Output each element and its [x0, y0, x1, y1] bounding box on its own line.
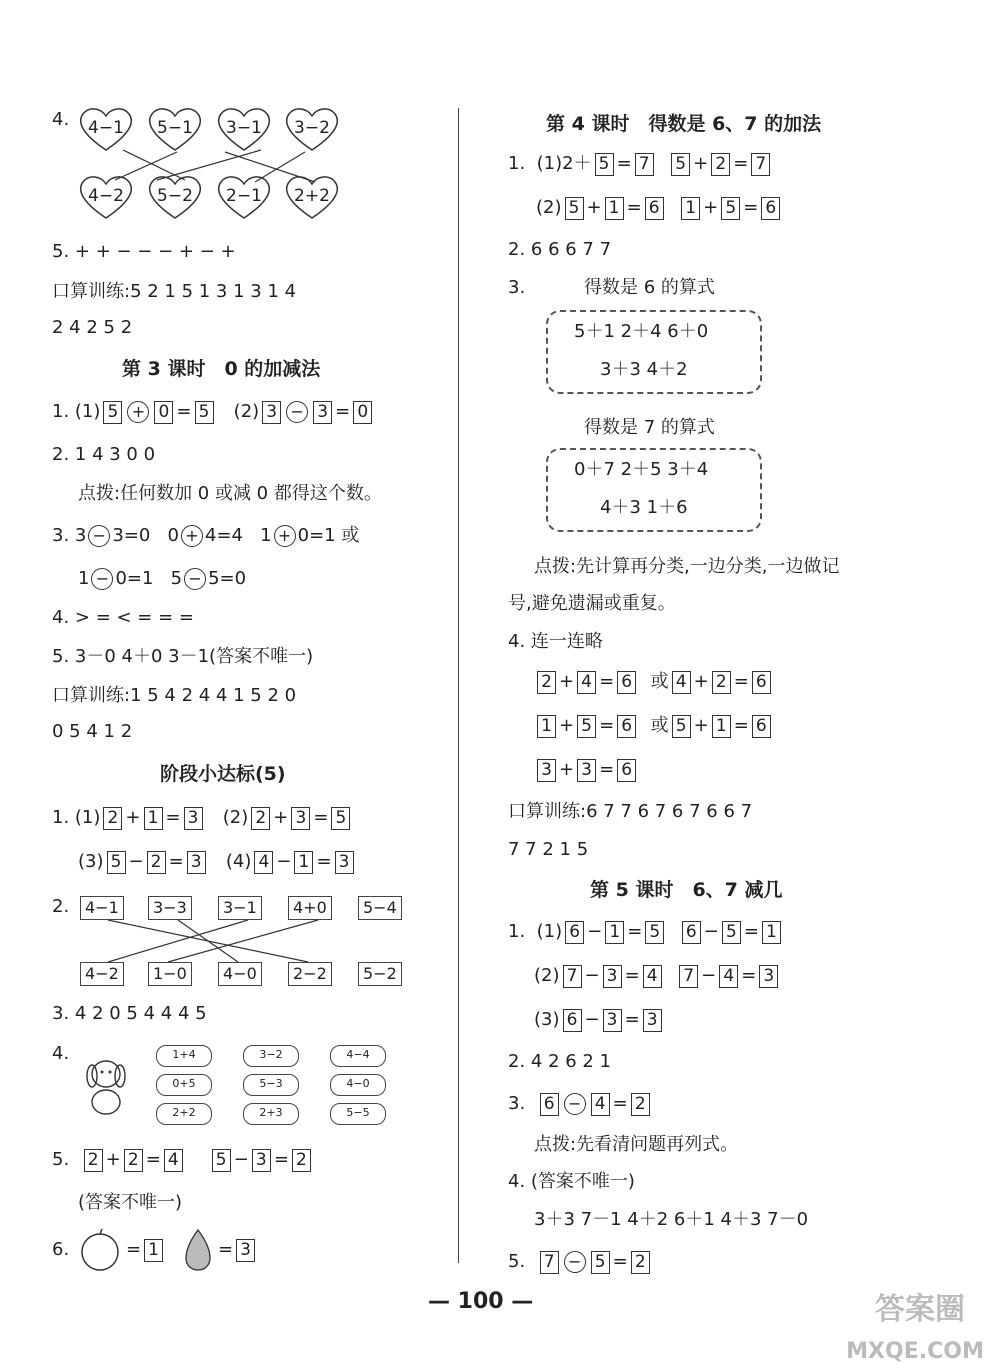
note: (答案不唯一) [78, 1192, 183, 1213]
heart-shape [283, 172, 341, 220]
question-label: 2. [52, 896, 70, 917]
section-title: 第 5 课时 6、7 减几 [590, 879, 783, 901]
answer-line: 3＋3 7－1 4＋2 6＋1 4＋3 7－0 [534, 1209, 809, 1230]
answer-line: 3. 4 2 0 5 4 4 4 5 [52, 1003, 207, 1024]
answer-line: 1. (1) 2 + 1 = 3 (2) 2 + 3 = 5 [52, 806, 353, 830]
answer-line: 2. 6 6 6 7 7 [508, 239, 612, 260]
answer-box: 3 [603, 965, 622, 988]
answer-box: 1 [712, 715, 731, 738]
answer-box: 0 [154, 401, 173, 424]
bone-shape: 3−2 [243, 1045, 299, 1067]
op: − [276, 851, 292, 872]
question-label: 1. [508, 153, 526, 174]
answer-box: 3 [291, 807, 310, 830]
answer-box: 7 [679, 965, 698, 988]
pear-icon [180, 1226, 216, 1272]
match-lines [78, 918, 418, 966]
heart-label: 3−2 [294, 118, 330, 138]
answer-box: 6 [617, 671, 636, 694]
answer-line: 4. > = < = = = [52, 607, 194, 628]
answer-box: 3 [537, 759, 556, 782]
bone-shape: 1+4 [156, 1045, 212, 1067]
op: + [105, 1149, 121, 1170]
answer-box: 4 [164, 1149, 183, 1172]
bone-shape: 0+5 [156, 1074, 212, 1096]
op: + [125, 807, 141, 828]
apple-icon [76, 1228, 126, 1272]
answer-box: 5 [577, 715, 596, 738]
operator-circle: + [127, 401, 149, 423]
operator-circle: − [286, 401, 308, 423]
question-label: 5. [52, 1149, 70, 1170]
operator-circle: + [181, 525, 203, 547]
answer-box: 5 [591, 1251, 610, 1274]
answer-box: 7 [540, 1251, 559, 1274]
tag-label: 4−2 [80, 962, 124, 986]
answer-line: 4. (答案不唯一) [508, 1171, 635, 1192]
box-line: 5＋1 2＋4 6＋0 [574, 321, 709, 342]
answer-line: = 3 [218, 1238, 258, 1262]
question-label: (4) [225, 851, 252, 872]
answer-box: 4 [577, 671, 596, 694]
answer-line [52, 524, 359, 548]
answer-box: 2 [631, 1251, 650, 1274]
heart-label: 2+2 [294, 186, 330, 206]
answer-line: 4. 连一连略 [508, 631, 603, 652]
answer-box: 5 [672, 715, 691, 738]
answer-box: 1 [605, 197, 624, 220]
answer-box: 3 [184, 807, 203, 830]
answer-box: 6 [752, 671, 771, 694]
answer-box: 5 [212, 1149, 231, 1172]
question-label: 5. [508, 1251, 526, 1272]
tip: 点拨:先计算再分类,一边分类,一边做记 [534, 556, 840, 577]
answer-line: 2. 1 4 3 0 0 [52, 444, 156, 465]
question-label: 1. (1) [52, 401, 101, 422]
tag-label: 1−0 [148, 962, 192, 986]
answer-box: 2 [292, 1149, 311, 1172]
answer-box: 7 [635, 153, 654, 176]
answer-box: 2 [251, 807, 270, 830]
question-label: (3) [78, 851, 104, 872]
answer-line: 1. (1) 6 − 1 = 5 6 − 5 = 1 [508, 920, 784, 944]
answer-box: 1 [294, 851, 313, 874]
operator-circle: − [564, 1093, 586, 1115]
question-label: 6. [52, 1239, 70, 1260]
answer-box: 3 [643, 1009, 662, 1032]
answer-box: 2 [537, 671, 556, 694]
answer-box: 6 [617, 759, 636, 782]
answer-box: 5 [722, 921, 741, 944]
answer-box: 1 [605, 921, 624, 944]
tag-label: 2−2 [288, 962, 332, 986]
column-divider [458, 108, 459, 1263]
answer-line: 5. 7 − 5 = 2 [508, 1250, 653, 1274]
question-label: (2) [233, 401, 260, 422]
answer-box: 7 [563, 965, 582, 988]
answer-box: 3 [252, 1149, 271, 1172]
or-label: 或 [650, 671, 669, 692]
group-title: 得数是 6 的算式 [584, 277, 715, 298]
answer-box: 6 [617, 715, 636, 738]
answer-box: 5 [331, 807, 350, 830]
mental-training-cont: 2 4 2 5 2 [52, 317, 133, 338]
answer-box: 4 [672, 671, 691, 694]
answer-box: 1 [144, 1239, 163, 1262]
heart-label: 5−2 [157, 186, 193, 206]
tip: 点拨:先看清问题再列式。 [534, 1134, 739, 1155]
answer-line: 1. (1)2＋ 5 = 7 5 + 2 = 7 [508, 152, 773, 176]
question-label: 4. [52, 1043, 70, 1064]
answer-box: 4 [254, 851, 273, 874]
heart-label: 2−1 [226, 186, 262, 206]
operator-circle: − [184, 568, 206, 590]
answer-box: 6 [682, 921, 701, 944]
answer-box: 5 [565, 197, 584, 220]
num: 1 [260, 525, 272, 546]
answer-box: 5 [195, 401, 214, 424]
or-label: 或 [650, 715, 669, 736]
tag-label: 5−4 [358, 896, 402, 920]
answer-box: 5 [103, 401, 122, 424]
op: + [273, 807, 289, 828]
answer-line: 1 + 5 = 6 或 5 + 1 = 6 [534, 714, 774, 738]
answer-box: 6 [752, 715, 771, 738]
question-label: 3. [508, 1093, 526, 1114]
tip: 点拨:任何数加 0 或减 0 都得这个数。 [78, 483, 382, 504]
answer-line: 5. 3－0 4＋0 3－1(答案不唯一) [52, 646, 314, 667]
answer-line: 5. + + − − − + − + [52, 241, 236, 262]
op: − [233, 1149, 249, 1170]
prefix: (2) [536, 197, 562, 218]
answer-box: 6 [540, 1093, 559, 1116]
tag-label: 4−1 [80, 896, 124, 920]
answer-box: 1 [762, 921, 781, 944]
answer-box: 3 [335, 851, 354, 874]
answer-line: 2. 4 2 6 2 1 [508, 1051, 612, 1072]
answer-box: 1 [681, 197, 700, 220]
num: 0=1 [115, 568, 154, 589]
group-title: 得数是 7 的算式 [584, 417, 715, 438]
op: − [128, 851, 144, 872]
num: 1 [78, 568, 90, 589]
answer-box: 5 [645, 921, 664, 944]
answer-box: 7 [751, 153, 770, 176]
mental-training: 口算训练:6 7 7 6 7 6 7 6 6 7 [508, 801, 753, 822]
tip-cont: 号,避免遗漏或重复。 [508, 593, 676, 614]
tag-label: 4−0 [218, 962, 262, 986]
num: 3 [74, 525, 87, 546]
page-number: — 100 — [428, 1289, 534, 1314]
answer-box: 5 [107, 851, 126, 874]
question-label: 1. [508, 921, 526, 942]
answer-line: 3. 6 − 4 = 2 [508, 1092, 653, 1116]
num: 3=0 [112, 525, 151, 546]
answer-line: (2) 5 + 1 = 6 1 + 5 = 6 [536, 196, 783, 220]
answer-line: 2 + 4 = 6 或 4 + 2 = 6 [534, 670, 774, 694]
watermark-url: MXQE.COM [846, 1339, 984, 1364]
bone-shape: 2+3 [243, 1103, 299, 1125]
section-title: 阶段小达标(5) [160, 763, 286, 785]
answer-box: 2 [711, 153, 730, 176]
operator-circle: + [274, 525, 296, 547]
answer-line: (2) 7 − 3 = 4 7 − 4 = 3 [534, 964, 781, 988]
question-label: (2) [222, 807, 249, 828]
tag-label: 3−3 [148, 896, 192, 920]
section-title: 第 4 课时 得数是 6、7 的加法 [546, 113, 822, 135]
num: 4=4 [205, 525, 243, 546]
heart-label: 5−1 [157, 118, 193, 138]
answer-line: (3) 5 − 2 = 3 (4) 4 − 1 = 3 [78, 850, 357, 874]
heart-shape [215, 104, 273, 152]
mental-training: 口算训练:1 5 4 2 4 4 1 5 2 0 [52, 685, 297, 706]
answer-box: 3 [236, 1239, 255, 1262]
answer-box: 1 [537, 715, 556, 738]
question-label: 3. [508, 277, 526, 298]
answer-box: 2 [124, 1149, 143, 1172]
answer-line: = 1 [126, 1238, 166, 1262]
box-line: 4＋3 1＋6 [600, 497, 688, 518]
heart-label: 3−1 [226, 118, 262, 138]
bone-shape: 4−0 [330, 1074, 386, 1096]
question-label: 4. [52, 109, 70, 130]
question-label: 1. (1) [52, 807, 101, 828]
operator-circle: − [91, 568, 113, 590]
puppy-icon [80, 1052, 136, 1122]
answer-box: 2 [147, 851, 166, 874]
answer-box: 6 [645, 197, 664, 220]
heart-shape [77, 172, 135, 220]
box-line: 0＋7 2＋5 3＋4 [574, 459, 709, 480]
heart-shape [77, 104, 135, 152]
answer-box: 3 [313, 401, 332, 424]
mental-training: 口算训练:5 2 1 5 1 3 1 3 1 4 [52, 281, 297, 302]
answer-box: 5 [721, 197, 740, 220]
answer-box: 2 [84, 1149, 103, 1172]
prefix: (1) [536, 921, 563, 942]
bone-shape: 4−4 [330, 1045, 386, 1067]
answer-line: 1. (1) 5 + 0 = 5 (2) 3 − 3 = 0 [52, 400, 375, 424]
answer-box: 6 [761, 197, 780, 220]
answer-box: 4 [643, 965, 662, 988]
answer-box: 5 [671, 153, 690, 176]
answer-box: 3 [603, 1009, 622, 1032]
answer-line: (3) 6 − 3 = 3 [534, 1008, 665, 1032]
question-label: 3. [52, 525, 70, 546]
heart-shape [283, 104, 341, 152]
answer-box: 3 [759, 965, 778, 988]
mental-training-cont: 7 7 2 1 5 [508, 839, 589, 860]
answer-line: 3 + 3 = 6 [534, 758, 639, 782]
tag-label: 4+0 [288, 896, 332, 920]
tag-label: 3−1 [218, 896, 262, 920]
watermark: 答案圈 [875, 1292, 965, 1327]
prefix: (2) [534, 965, 560, 986]
num: 5=0 [208, 568, 247, 589]
answer-box: 3 [577, 759, 596, 782]
answer-box: 1 [144, 807, 163, 830]
heart-shape [146, 172, 204, 220]
tag-label: 5−2 [358, 962, 402, 986]
mental-training-cont: 0 5 4 1 2 [52, 721, 133, 742]
answer-box: 4 [719, 965, 738, 988]
prefix: (3) [534, 1009, 560, 1030]
answer-line [78, 567, 246, 591]
operator-circle: − [564, 1251, 586, 1273]
operator-circle: − [88, 525, 110, 547]
num: 0=1 或 [297, 525, 360, 546]
answer-box: 3 [187, 851, 206, 874]
bone-shape: 5−3 [243, 1074, 299, 1096]
num: 0 [167, 525, 179, 546]
prefix: (1)2＋ [536, 153, 592, 174]
heart-label: 4−2 [88, 186, 124, 206]
answer-box: 2 [712, 671, 731, 694]
answer-line: 5. 2 + 2 = 4 5 − 3 = 2 [52, 1148, 314, 1172]
answer-box: 0 [353, 401, 372, 424]
answer-box: 5 [595, 153, 614, 176]
section-title: 第 3 课时 0 的加减法 [122, 358, 321, 380]
answer-box: 2 [631, 1093, 650, 1116]
heart-label: 4−1 [88, 118, 124, 138]
box-line: 3＋3 4＋2 [600, 359, 688, 380]
answer-box: 3 [262, 401, 281, 424]
heart-shape [146, 104, 204, 152]
bone-shape: 5−5 [330, 1103, 386, 1125]
answer-box: 6 [565, 921, 584, 944]
bone-shape: 2+2 [156, 1103, 212, 1125]
answer-box: 4 [591, 1093, 610, 1116]
answer-box: 6 [563, 1009, 582, 1032]
heart-shape [215, 172, 273, 220]
num: 5 [170, 568, 183, 589]
answer-box: 2 [103, 807, 122, 830]
